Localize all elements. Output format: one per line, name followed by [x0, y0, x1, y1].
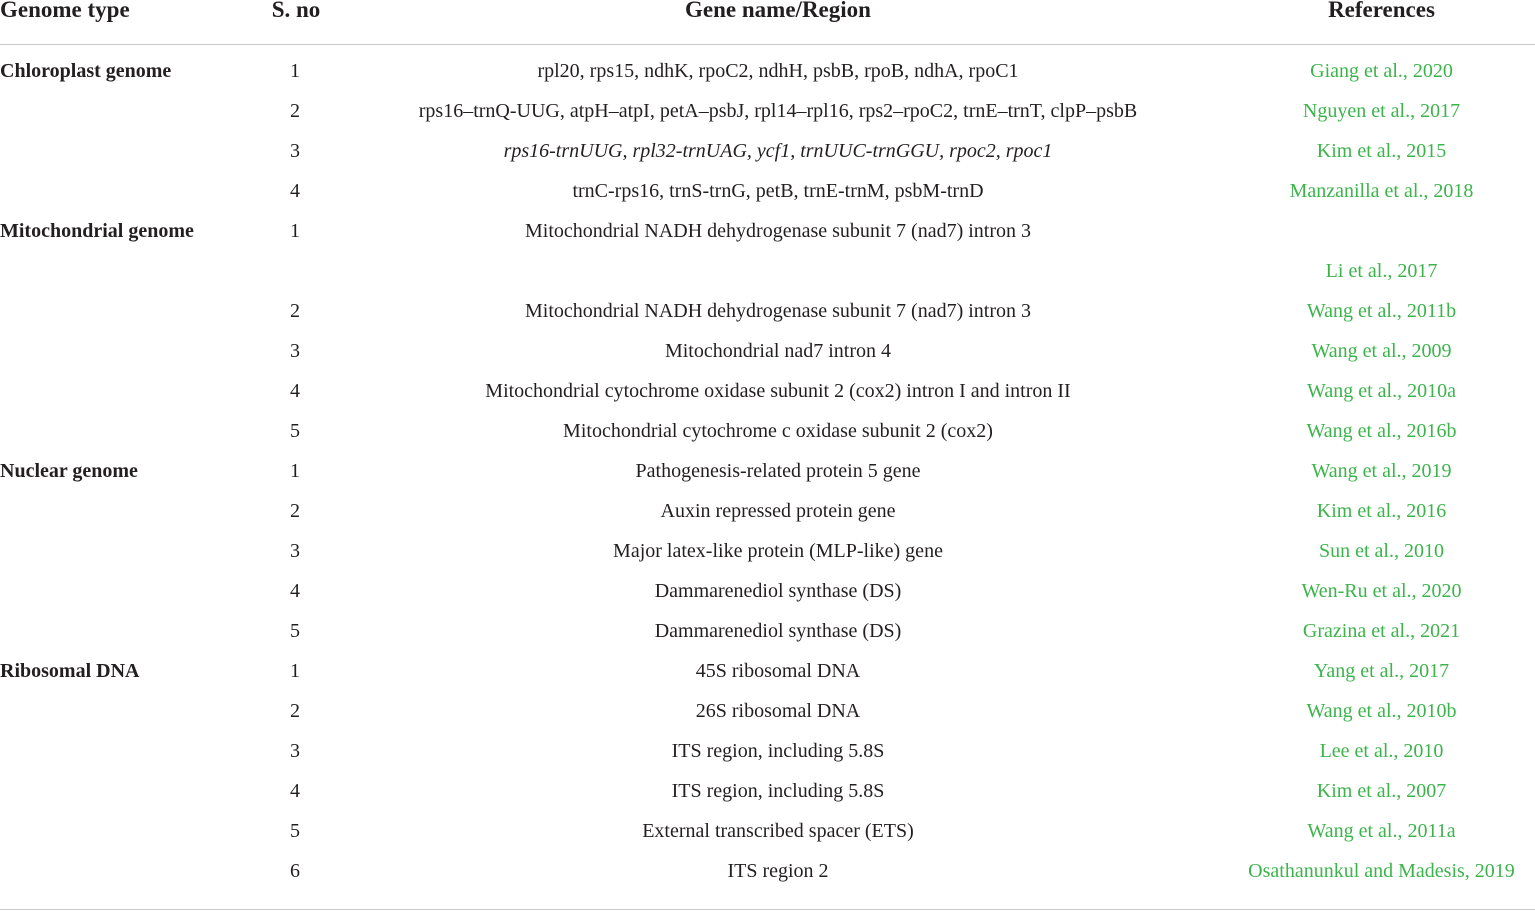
table-row [0, 411, 1535, 451]
sno-cell: 2 [290, 700, 300, 722]
reference-link[interactable]: Grazina et al., 2021 [1302, 620, 1461, 642]
reference-link[interactable]: Kim et al., 2016 [1316, 500, 1447, 522]
reference-link[interactable]: Wang et al., 2010b [1306, 700, 1457, 722]
sno-cell: 5 [290, 820, 300, 842]
reference-link[interactable]: Sun et al., 2010 [1319, 540, 1444, 562]
genome-type-cell: Mitochondrial genome [0, 220, 194, 242]
reference-link[interactable]: Kim et al., 2007 [1316, 780, 1447, 802]
gene-region-cell: ITS region, including 5.8S [671, 740, 885, 762]
table-row [0, 51, 1535, 91]
gene-region-cell: Mitochondrial NADH dehydrogenase subunit 7 (nad7) intron 3 [524, 300, 1031, 322]
gene-region-cell: 45S ribosomal DNA [695, 660, 861, 682]
sno-cell: 4 [290, 780, 300, 802]
table-row [0, 251, 1535, 291]
sno-cell: 5 [290, 620, 300, 642]
table-row [0, 571, 1535, 611]
table-row [0, 691, 1535, 731]
table-row [0, 731, 1535, 771]
gene-region-cell: Mitochondrial NADH dehydrogenase subunit 7 (nad7) intron 3 [524, 220, 1031, 242]
header-sno: S. no [271, 0, 321, 22]
gene-region-cell: Auxin repressed protein gene [660, 500, 896, 522]
gene-region-cell: rpl20, rps15, ndhK, rpoC2, ndhH, psbB, rpoB, ndhA, rpoC1 [537, 60, 1019, 82]
genome-type-cell: Ribosomal DNA [0, 660, 140, 682]
table-row [0, 91, 1535, 131]
reference-link[interactable]: Kim et al., 2015 [1316, 140, 1447, 162]
header-gene-region: Gene name/Region [685, 0, 871, 22]
sno-cell: 4 [290, 180, 300, 202]
reference-link[interactable]: Wang et al., 2011b [1306, 300, 1457, 322]
sno-cell: 4 [290, 580, 300, 602]
gene-region-cell: Major latex-like protein (MLP-like) gene [613, 540, 943, 562]
sno-cell: 3 [290, 340, 300, 362]
table-row [0, 331, 1535, 371]
gene-region-cell: Dammarenediol synthase (DS) [654, 580, 902, 602]
sno-cell: 1 [290, 660, 300, 682]
reference-link[interactable]: Manzanilla et al., 2018 [1289, 180, 1474, 202]
sno-cell: 1 [290, 220, 300, 242]
reference-link[interactable]: Wang et al., 2011a [1307, 820, 1456, 842]
header-references: References [1328, 0, 1435, 22]
header-genome-type: Genome type [0, 0, 130, 22]
table-row [0, 531, 1535, 571]
header-rule [0, 44, 1535, 45]
sno-cell: 1 [290, 60, 300, 82]
table-row [0, 811, 1535, 851]
sno-cell: 2 [290, 100, 300, 122]
table-row [0, 771, 1535, 811]
table-row [0, 451, 1535, 491]
gene-region-cell: ITS region, including 5.8S [671, 780, 885, 802]
reference-link[interactable]: Wang et al., 2016b [1306, 420, 1457, 442]
table-row [0, 851, 1535, 891]
reference-link[interactable]: Wang et al., 2009 [1311, 340, 1452, 362]
reference-link[interactable]: Nguyen et al., 2017 [1302, 100, 1461, 122]
sno-cell: 1 [290, 460, 300, 482]
gene-region-cell: ITS region 2 [727, 860, 829, 882]
table-row [0, 491, 1535, 531]
reference-link[interactable]: Osathanunkul and Madesis, 2019 [1248, 860, 1515, 882]
table-row [0, 371, 1535, 411]
gene-region-cell: trnC-rps16, trnS-trnG, petB, trnE-trnM, psbM-trnD [572, 180, 984, 202]
reference-link[interactable]: Wang et al., 2019 [1311, 460, 1452, 482]
table-header [0, 0, 1535, 40]
genome-type-cell: Chloroplast genome [0, 60, 172, 82]
sno-cell: 2 [290, 300, 300, 322]
genome-type-cell: Nuclear genome [0, 460, 138, 482]
gene-region-cell: Dammarenediol synthase (DS) [654, 620, 902, 642]
gene-region-cell: rps16–trnQ-UUG, atpH–atpI, petA–psbJ, rpl14–rpl16, rps2–rpoC2, trnE–trnT, clpP–psbB [418, 100, 1138, 122]
sno-cell: 3 [290, 140, 300, 162]
gene-region-cell: 26S ribosomal DNA [695, 700, 861, 722]
table-row [0, 171, 1535, 211]
sno-cell: 3 [290, 540, 300, 562]
sno-cell: 3 [290, 740, 300, 762]
table-row [0, 211, 1535, 251]
table-row [0, 651, 1535, 691]
gene-region-cell: rps16-trnUUG, rpl32-trnUAG, ycf1, trnUUC-trnGGU, rpoc2, rpoc1 [503, 140, 1053, 162]
gene-region-cell: Mitochondrial nad7 intron 4 [664, 340, 892, 362]
gene-region-cell: Mitochondrial cytochrome c oxidase subunit 2 (cox2) [563, 420, 993, 442]
sno-cell: 2 [290, 500, 300, 522]
gene-region-cell: Mitochondrial cytochrome oxidase subunit 2 (cox2) intron I and intron II [485, 380, 1071, 402]
gene-region-cell: External transcribed spacer (ETS) [642, 820, 914, 842]
gene-region-cell: Pathogenesis-related protein 5 gene [635, 460, 921, 482]
sno-cell: 4 [290, 380, 300, 402]
table-row [0, 611, 1535, 651]
table-row [0, 131, 1535, 171]
table-row [0, 291, 1535, 331]
reference-link[interactable]: Wen-Ru et al., 2020 [1301, 580, 1462, 602]
reference-link[interactable]: Giang et al., 2020 [1310, 60, 1453, 82]
reference-link[interactable]: Yang et al., 2017 [1313, 660, 1450, 682]
sno-cell: 6 [290, 860, 300, 882]
reference-link[interactable]: Lee et al., 2010 [1319, 740, 1444, 762]
bottom-rule [0, 909, 1535, 910]
reference-link[interactable]: Wang et al., 2010a [1307, 380, 1456, 402]
reference-link[interactable]: Li et al., 2017 [1325, 260, 1438, 282]
sno-cell: 5 [290, 420, 300, 442]
